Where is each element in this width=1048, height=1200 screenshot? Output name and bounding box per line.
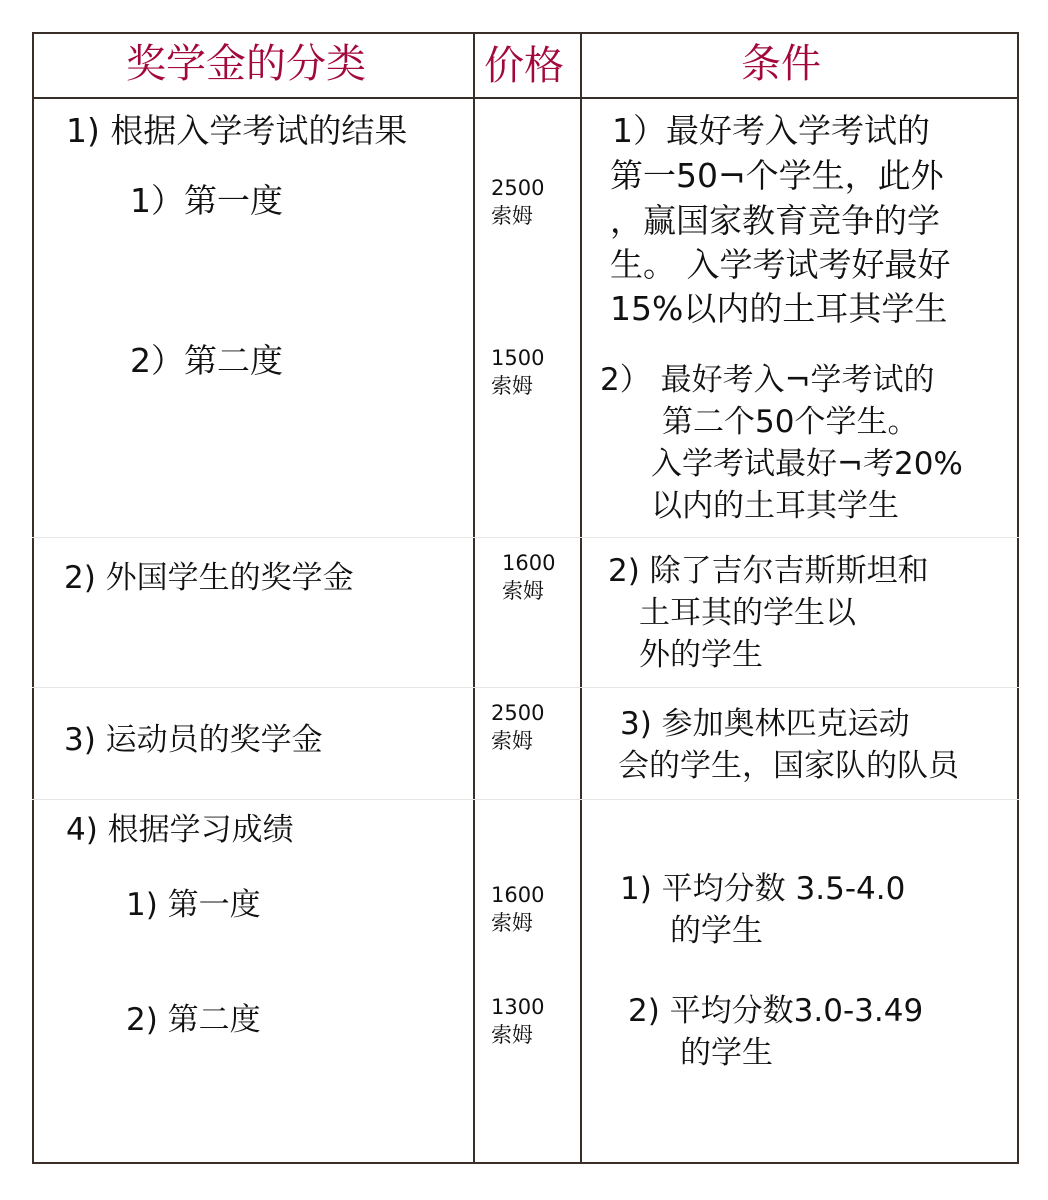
price-unit: 索姆: [491, 729, 533, 753]
condition-line: 以内的土耳其学生: [651, 488, 899, 524]
price-value: 1300: [491, 995, 545, 1019]
price-value: 2500: [491, 701, 545, 725]
condition-line: 生。 入学考试考好最好: [610, 245, 951, 284]
price-value: 2500: [491, 176, 545, 200]
condition-line: 2） 最好考入¬学考试的: [600, 362, 935, 398]
subcategory-second-degree: 2）第二度: [130, 341, 283, 380]
subcategory-second-degree: 2) 第二度: [126, 1002, 261, 1038]
price-unit: 索姆: [491, 204, 533, 228]
condition-line: 会的学生，国家队的队员: [618, 748, 959, 784]
condition-line: 入学考试最好¬考20%: [651, 446, 963, 482]
column-divider: [580, 32, 582, 1164]
condition-line: ，赢国家教育竞争的学: [610, 201, 940, 240]
condition-line: 第一50¬个学生，此外: [610, 156, 944, 195]
condition-line: 2) 平均分数3.0-3.49: [628, 993, 924, 1029]
condition-line: 1）最好考入学考试的: [612, 111, 930, 150]
header-price: 价格: [484, 43, 564, 89]
header-conditions: 条件: [741, 41, 821, 87]
price-value: 1600: [491, 883, 545, 907]
row-divider: [32, 799, 1019, 800]
price-unit: 索姆: [491, 911, 533, 935]
condition-line: 第二个50个学生。: [662, 404, 919, 440]
condition-line: 3) 参加奥林匹克运动: [620, 706, 910, 742]
condition-line: 的学生: [680, 1035, 773, 1071]
row-divider: [32, 687, 1019, 688]
condition-line: 的学生: [670, 913, 763, 949]
column-divider: [473, 32, 475, 1164]
category-foreign-students: 2) 外国学生的奖学金: [64, 560, 354, 596]
condition-line: 2) 除了吉尔吉斯斯坦和: [608, 553, 929, 589]
condition-line: 1) 平均分数 3.5-4.0: [620, 871, 906, 907]
condition-line: 外的学生: [639, 637, 763, 673]
row-divider: [32, 537, 1019, 538]
condition-line: 土耳其的学生以: [639, 595, 856, 631]
subcategory-first-degree: 1) 第一度: [126, 887, 261, 923]
header-divider: [32, 97, 1019, 99]
price-unit: 索姆: [502, 579, 544, 603]
condition-line: 15%以内的土耳其学生: [610, 289, 948, 328]
header-category: 奖学金的分类: [126, 41, 366, 87]
subcategory-first-degree: 1）第一度: [130, 181, 283, 220]
price-value: 1500: [491, 346, 545, 370]
price-unit: 索姆: [491, 1023, 533, 1047]
category-entrance-exam: 1) 根据入学考试的结果: [66, 111, 408, 150]
category-athletes: 3) 运动员的奖学金: [64, 722, 323, 758]
price-value: 1600: [502, 551, 556, 575]
price-unit: 索姆: [491, 374, 533, 398]
category-academic-performance: 4) 根据学习成绩: [66, 812, 294, 848]
